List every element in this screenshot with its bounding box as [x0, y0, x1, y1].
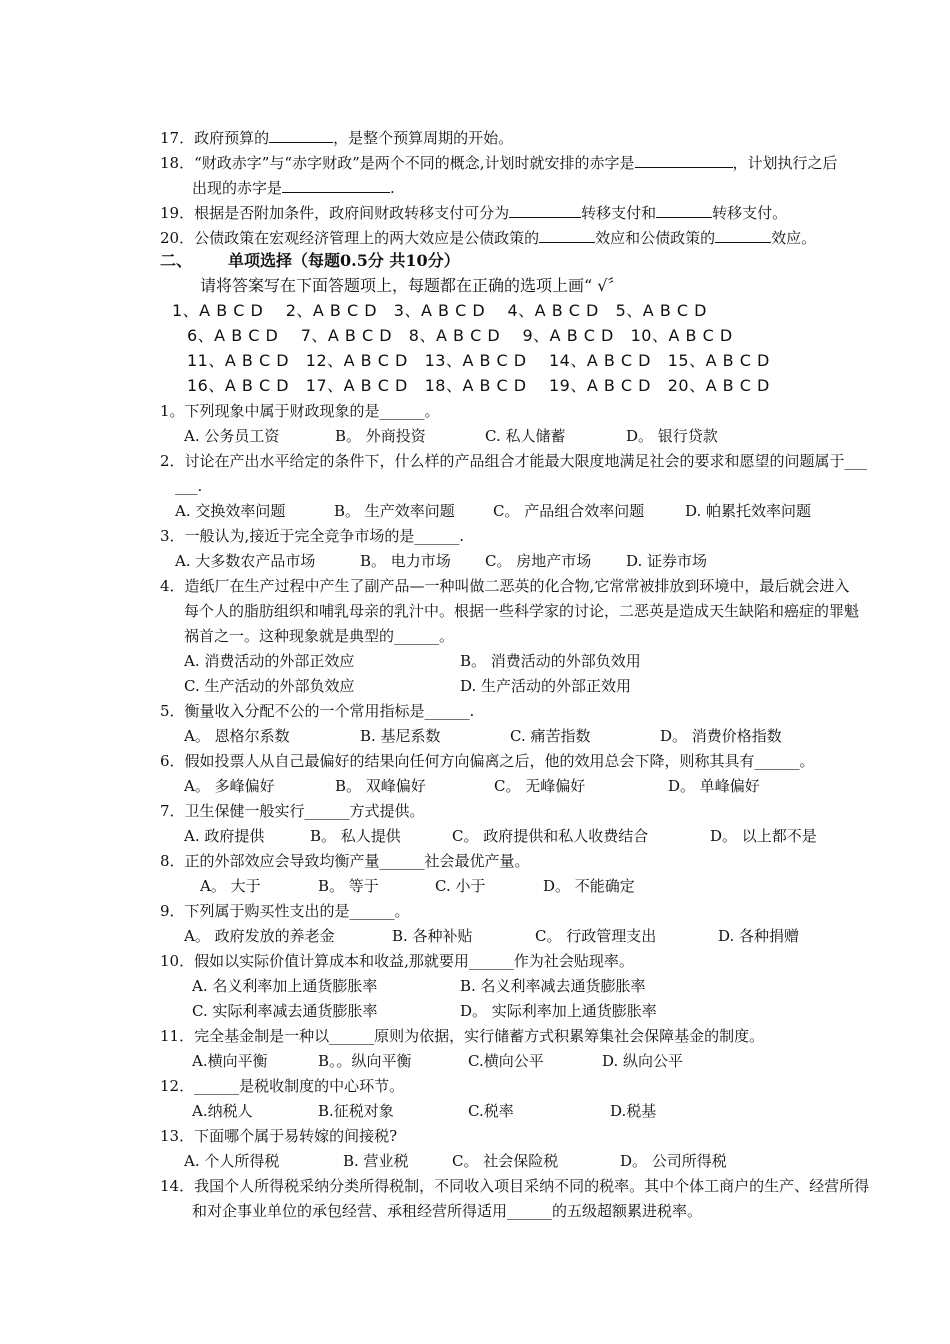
- question-4: 4．造纸厂在生产过程中产生了副产品—一种叫做二恶英的化合物,它常常被排放到环境中，最后就会进入: [160, 577, 850, 595]
- option-b[interactable]: B。 私人提供: [310, 827, 401, 845]
- option-c[interactable]: C。 社会保险税: [452, 1152, 559, 1170]
- option-d[interactable]: D. 纵向公平: [602, 1052, 684, 1070]
- option-a[interactable]: A。 大于: [200, 877, 261, 895]
- option-a[interactable]: A. 个人所得税: [184, 1152, 280, 1170]
- question-10: 10．假如以实际价值计算成本和收益,那就要用______作为社会贴现率。: [160, 952, 634, 970]
- option-c[interactable]: C. 痛苦指数: [510, 727, 591, 745]
- question-11: 11．完全基金制是一种以______原则为依据，实行储蓄方式积累筹集社会保障基金的制度。: [160, 1027, 765, 1045]
- option-d[interactable]: D. 证券市场: [626, 552, 708, 570]
- option-a[interactable]: A. 消费活动的外部正效应: [184, 652, 355, 670]
- option-c[interactable]: C。 无峰偏好: [494, 777, 586, 795]
- option-a[interactable]: A. 政府提供: [184, 827, 265, 845]
- option-d[interactable]: D。 以上都不是: [710, 827, 817, 845]
- option-b[interactable]: B. 营业税: [343, 1152, 409, 1170]
- answer-row[interactable]: 16、A B C D 17、A B C D 18、A B C D 19、A B C D 20、A B C D: [187, 376, 770, 395]
- option-b[interactable]: B。 双峰偏好: [335, 777, 426, 795]
- question-7: 7．卫生保健一般实行______方式提供。: [160, 802, 425, 820]
- option-b[interactable]: B. 基尼系数: [360, 727, 441, 745]
- answer-blank[interactable]: [656, 201, 712, 218]
- option-c[interactable]: C. 生产活动的外部负效应: [184, 677, 355, 695]
- option-d[interactable]: D. 生产活动的外部正效用: [460, 677, 632, 695]
- option-a[interactable]: A.纳税人: [192, 1102, 253, 1120]
- question-8: 8．正的外部效应会导致均衡产量______社会最优产量。: [160, 852, 530, 870]
- question-2-cont: ___.: [175, 477, 203, 495]
- option-b[interactable]: B. 名义利率减去通货膨胀率: [460, 977, 646, 995]
- question-13: 13．下面哪个属于易转嫁的间接税?: [160, 1127, 398, 1145]
- answer-blank[interactable]: [635, 151, 733, 168]
- option-a[interactable]: A. 大多数农产品市场: [175, 552, 316, 570]
- option-c[interactable]: C。 产品组合效率问题: [493, 502, 645, 520]
- option-b[interactable]: B。 消费活动的外部负效用: [460, 652, 641, 670]
- section-heading: 二、 单项选择（每题0.5分 共10分）: [160, 251, 460, 270]
- option-a[interactable]: A。 多峰偏好: [184, 777, 275, 795]
- option-d[interactable]: D。 公司所得税: [620, 1152, 727, 1170]
- option-c[interactable]: C。 房地产市场: [485, 552, 592, 570]
- question-14: 14．我国个人所得税采纳分类所得税制，不同收入项目采纳不同的税率。其中个体工商户的生产、经营所得: [160, 1177, 870, 1195]
- question-6: 6．假如投票人从自己最偏好的结果向任何方向偏离之后，他的效用总会下降，则称其具有______。: [160, 752, 815, 770]
- option-b[interactable]: B。 生产效率问题: [334, 502, 455, 520]
- option-a[interactable]: A。 恩格尔系数: [184, 727, 290, 745]
- option-b[interactable]: B. 各种补贴: [392, 927, 473, 945]
- option-d[interactable]: D。 不能确定: [543, 877, 635, 895]
- option-c[interactable]: C. 小于: [435, 877, 486, 895]
- section-instruction: 请将答案写在下面答题项上，每题都在正确的选项上画“ √〞: [200, 276, 624, 295]
- question-3: 3．一般认为,接近于完全竞争市场的是______.: [160, 527, 465, 545]
- option-c[interactable]: C.税率: [468, 1102, 514, 1120]
- answer-blank[interactable]: [269, 126, 333, 143]
- question-4-cont: 祸首之一。这种现象就是典型的______。: [184, 627, 455, 645]
- question-5: 5．衡量收入分配不公的一个常用指标是______.: [160, 702, 475, 720]
- question-18-cont: 出现的赤字是 .: [192, 176, 395, 196]
- option-a[interactable]: A. 公务员工资: [184, 427, 280, 445]
- question-18: 18．“财政赤字”与“赤字财政”是两个不同的概念,计划时就安排的赤字是 ，计划执行之后: [160, 151, 838, 171]
- option-b[interactable]: B.征税对象: [318, 1102, 394, 1120]
- answer-blank[interactable]: [509, 201, 581, 218]
- question-19: 19．根据是否附加条件，政府间财政转移支付可分为 转移支付和 转移支付。: [160, 201, 787, 221]
- question-20: 20．公债政策在宏观经济管理上的两大效应是公债政策的 效应和公债政策的 效应。: [160, 226, 816, 246]
- option-d[interactable]: D.税基: [610, 1102, 657, 1120]
- option-a[interactable]: A。 政府发放的养老金: [184, 927, 335, 945]
- option-b[interactable]: B。 电力市场: [360, 552, 451, 570]
- option-d[interactable]: D。 银行贷款: [626, 427, 718, 445]
- question-1: 1。下列现象中属于财政现象的是______。: [160, 402, 440, 420]
- option-d[interactable]: D。 单峰偏好: [668, 777, 760, 795]
- option-d[interactable]: D。 消费价格指数: [660, 727, 782, 745]
- question-4-cont: 每个人的脂肪组织和哺乳母亲的乳汁中。根据一些科学家的讨论，二恶英是造成天生缺陷和癌症的罪魁: [184, 602, 860, 620]
- option-c[interactable]: C。 行政管理支出: [535, 927, 657, 945]
- answer-row[interactable]: 6、A B C D 7、A B C D 8、A B C D 9、A B C D 10、A B C D: [187, 326, 733, 345]
- option-c[interactable]: C. 实际利率减去通货膨胀率: [192, 1002, 378, 1020]
- option-a[interactable]: A.横向平衡: [192, 1052, 268, 1070]
- option-d[interactable]: D. 帕累托效率问题: [685, 502, 812, 520]
- answer-blank[interactable]: [539, 226, 595, 243]
- option-d[interactable]: D. 各种捐赠: [718, 927, 800, 945]
- question-17: 17．政府预算的 ，是整个预算周期的开始。: [160, 126, 513, 146]
- answer-blank[interactable]: [715, 226, 771, 243]
- option-c[interactable]: C。 政府提供和私人收费结合: [452, 827, 649, 845]
- option-c[interactable]: C.横向公平: [468, 1052, 544, 1070]
- question-9: 9．下列属于购买性支出的是______。: [160, 902, 410, 920]
- option-b[interactable]: B。 等于: [318, 877, 379, 895]
- answer-row[interactable]: 11、A B C D 12、A B C D 13、A B C D 14、A B C D 15、A B C D: [187, 351, 770, 370]
- answer-row[interactable]: 1、A B C D 2、A B C D 3、A B C D 4、A B C D 5、A B C D: [172, 301, 707, 320]
- question-2: 2．讨论在产出水平给定的条件下，什么样的产品组合才能最大限度地满足社会的要求和愿望的问题属于___: [160, 452, 868, 470]
- option-c[interactable]: C. 私人储蓄: [485, 427, 566, 445]
- option-d[interactable]: D。 实际利率加上通货膨胀率: [460, 1002, 657, 1020]
- answer-blank[interactable]: [282, 176, 390, 193]
- option-b[interactable]: B。 外商投资: [335, 427, 426, 445]
- question-14-cont: 和对企事业单位的承包经营、承租经营所得适用______的五级超额累进税率。: [192, 1202, 703, 1220]
- option-a[interactable]: A. 交换效率问题: [175, 502, 286, 520]
- option-b[interactable]: B。。纵向平衡: [318, 1052, 412, 1070]
- question-12: 12．______是税收制度的中心环节。: [160, 1077, 405, 1095]
- option-a[interactable]: A. 名义利率加上通货膨胀率: [192, 977, 378, 995]
